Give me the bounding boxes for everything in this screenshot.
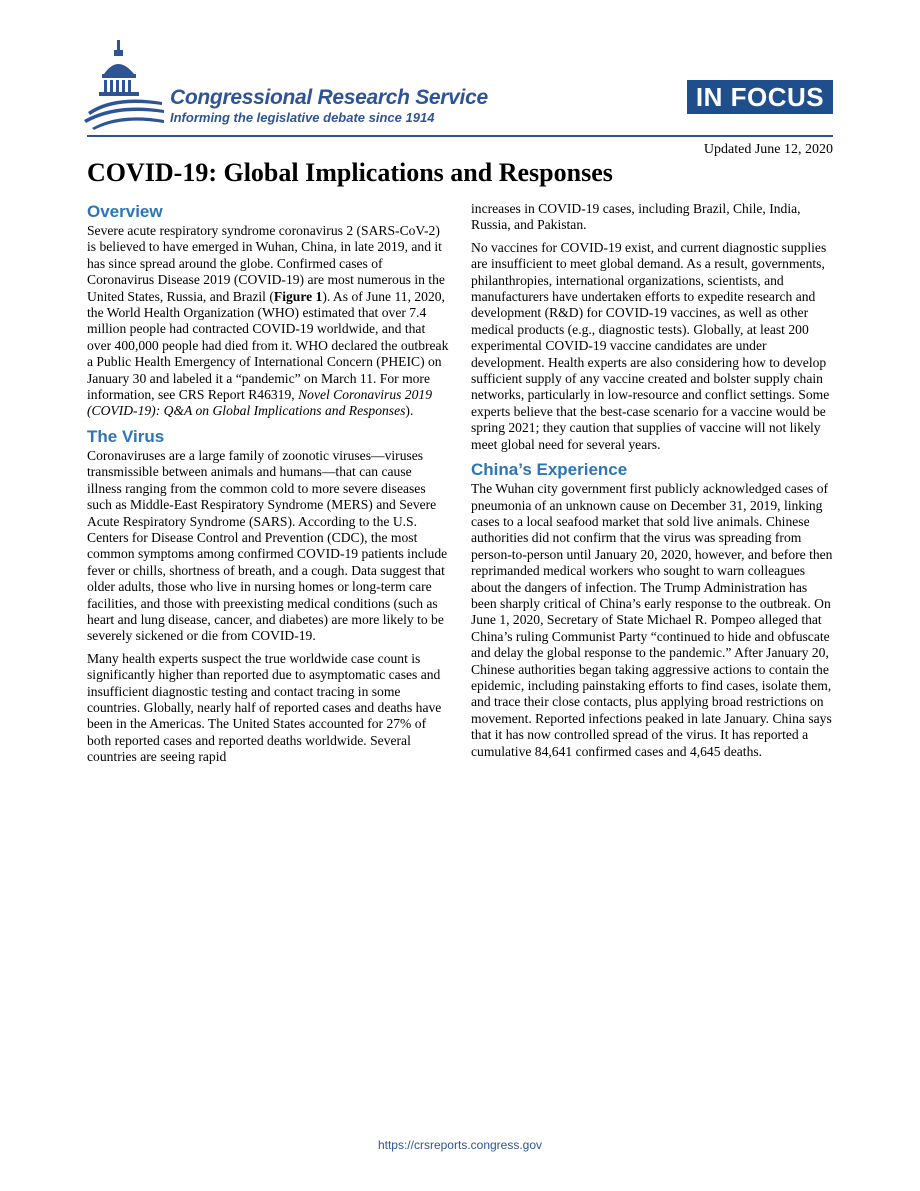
capitol-dome-logo bbox=[84, 40, 166, 130]
header-rule bbox=[87, 135, 833, 137]
updated-date: Updated June 12, 2020 bbox=[703, 142, 833, 157]
in-focus-badge: IN FOCUS bbox=[687, 80, 833, 114]
left-column bbox=[87, 201, 449, 772]
virus-paragraph-2: Many health experts suspect the true worldwide case count is significantly higher than reported due to asymptomatic cases and insufficient diagnostic testing and contact tracing in some countries. Globally, nearly half of reported cases and deaths have been in the Americas. The United States accounted for 27% of both reported cases and reported deaths worldwide. Several countries are seeing rapid bbox=[87, 650, 442, 765]
virus-heading: The Virus bbox=[87, 426, 165, 446]
brand-name: Congressional Research Service bbox=[170, 86, 488, 109]
crs-report-title: Novel Coronavirus 2019 (COVID-19): Q&A on Global Implications and Responses bbox=[87, 387, 432, 419]
overview-text-b: ). As of June 11, 2020, the World Health Organization (WHO) estimated that over 7.4 million people had contracted COVID-19 worldwide, and that over 400,000 people had died from it. WHO declared the outbreak a Public Health Emergency of International Concern (PHEIC) on January 30 and labeled it a “pandemic” on March 11. For more information, see CRS Report R46319, bbox=[87, 288, 449, 403]
virus-paragraph-1: Coronaviruses are a large family of zoonotic viruses—viruses transmissible between animals and humans—that can cause illness ranging from the common cold to more severe diseases such as Middle-East Respiratory Syndrome (MERS) and Severe Acute Respiratory Syndrome (SARS). According to the U.S. Centers for Disease Control and Prevention (CDC), the most common symptoms among confirmed COVID-19 patients include fever or chills, shortness of breath, and a cough. Data suggest that older adults, those who live in nursing homes or long-term care facilities, and those with preexisting medical conditions (such as heart and lung disease, cancer, and diabetes) are more likely to be severely sickened or die from COVID-19. bbox=[87, 447, 448, 644]
footer bbox=[0, 1138, 920, 1152]
virus-paragraph-2-continued: increases in COVID-19 cases, including Brazil, Chile, India, Russia, and Pakistan. bbox=[471, 201, 801, 233]
brand-block bbox=[170, 86, 488, 126]
page-title: COVID-19: Global Implications and Responses bbox=[87, 158, 613, 187]
overview-text-a: Severe acute respiratory syndrome coronavirus 2 (SARS-CoV-2) is believed to have emerged in Wuhan, China, in late 2019, and it has since spread around the globe. Confirmed cases of Coronavirus Disease 2019 (COVID-19) are most numerous in the United States, Russia, and Brazil ( bbox=[87, 223, 445, 304]
figure-1-reference: Figure 1 bbox=[273, 288, 323, 304]
footer-url-link[interactable]: https://crsreports.congress.gov bbox=[377, 1138, 543, 1152]
right-column bbox=[471, 201, 833, 766]
overview-text-c: ). bbox=[405, 403, 414, 419]
china-heading: China’s Experience bbox=[471, 460, 628, 480]
overview-paragraph bbox=[87, 223, 449, 420]
brand-tagline: Informing the legislative debate since 1914 bbox=[170, 110, 435, 125]
virus-paragraph-3: No vaccines for COVID-19 exist, and current diagnostic supplies are insufficient to meet global demand. As a result, governments, philanthropies, international organizations, scientists, and manufacturers have undertaken efforts to expedite research and development (R&D) for COVID-19 vaccines, as well as other medical products (e.g., diagnostic tests). Globally, at least 200 experimental COVID-19 vaccine candidates are under development. Health experts are also considering how to develop sufficient supply of any vaccine created and bolster supply chain networks, particularly in low-resource and conflict settings. Some experts believe that the best-case scenario for a vaccine would be spring 2021; they caution that supplies of vaccine will not likely meet global need for several years. bbox=[471, 239, 830, 452]
overview-heading: Overview bbox=[87, 202, 163, 221]
china-paragraph: The Wuhan city government first publicly acknowledged cases of pneumonia of an unknown cause on December 31, 2019, linking cases to a local seafood market that sold live animals. Chinese authorities did not confirm that the virus was spreading from person-to-person until January 20, 2020, however, and before then reprimanded medical workers who sought to warn colleagues about the dangers of infection. The Trump Administration has been sharply critical of China’s early response to the outbreak. On June 1, 2020, Secretary of State Michael R. Pompeo alleged that China’s ruling Communist Party “continued to hide and obfuscate and delay the global response to the pandemic.” After January 20, Chinese authorities began taking aggressive actions to contain the epidemic, including painstaking efforts to find cases, isolate them, and trace their close contacts, plus applying broad restrictions on movement. Reported infections peaked in late January. China says that it has now controlled spread of the virus. It has reported a cumulative 84,641 confirmed cases and 4,645 deaths. bbox=[471, 481, 833, 759]
